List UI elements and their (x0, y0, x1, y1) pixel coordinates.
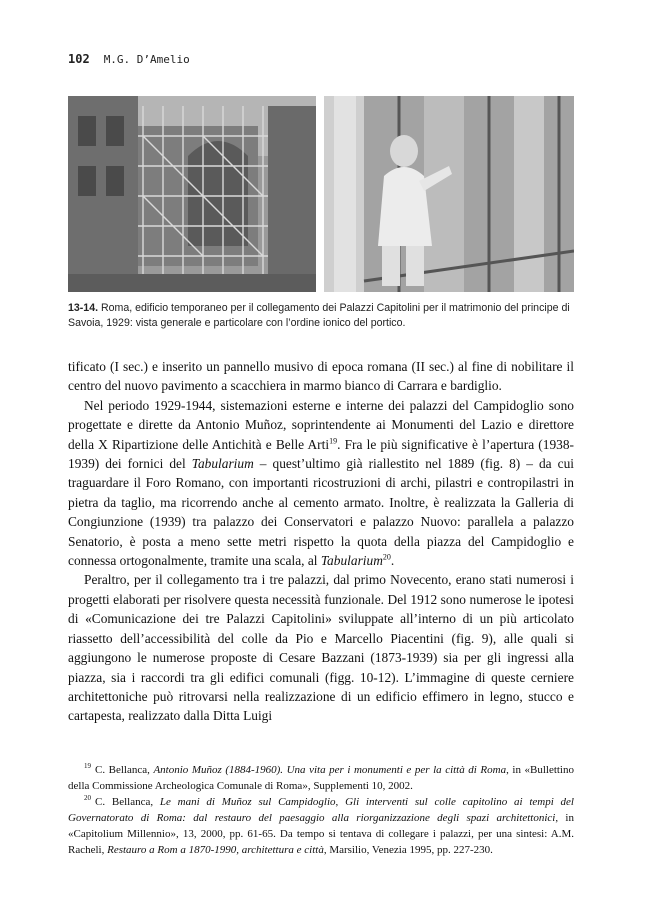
footnote-20-text-c: , in «Capitolium Millennio», 13, 2000, pp. 61-65. Da tempo si tentava di collegare i palazzi, per una sintesi: A.M. Racheli, (68, 812, 574, 856)
paragraph-2-text-a: Nel periodo 1929-1944, sistemazioni esterne e interne dei palazzi del Campidoglio sono progettate e dirette da Antonio Muñoz, soprintendente ai Monumenti del Lazio e direttore della X Ripartizione delle Antichità e Belle Arti (68, 397, 574, 452)
author-name: M.G. D’Amelio (103, 53, 190, 66)
figure-13-photo (68, 96, 316, 292)
footnote-20-text-d: , Marsilio, Venezia 1995, pp. 227-230. (323, 844, 493, 856)
footnote-20-title-2: Gli interventi sul colle capitolino ai tempi del Governatorato di Roma: dal restauro del paesaggio alla riorganizzazione degli spazi architettonici (68, 796, 574, 824)
body-text (68, 357, 574, 726)
paragraph-2-text-c: – quest’ultimo già riallestito nel 1889 (fig. 8) – da cui traguardare il Foro Romano, con importanti ricostruzioni di archi, pilastri e contropilastri in pietra da taglio, ma ricorrendo anche al cemento armato. Inoltre, è realizzata la Galleria di Congiunzione (1939) tra palazzo dei Conservatori e palazzo Nuovo: parallela a palazzo Senatorio, è posta a meno sette metri rispetto la quota della piazza del Campidoglio e connessa ortogonalmente, tramite una scala, al (68, 456, 574, 569)
photo-worker-ionic-column-icon (324, 96, 574, 292)
figure-14-photo (324, 96, 574, 292)
paragraph-2-text-d: . (390, 553, 395, 569)
paragraph-1: tificato (I sec.) e inserito un pannello musivo di epoca romana (II sec.) al fine di nobilitare il centro del nuovo pavimento a scacchiera in marmo bianco di Carrara e bardiglio. (68, 359, 574, 394)
footnote-20-title-3: Restauro a Rom a 1870-1990, architettura e città (107, 844, 324, 856)
photo-scaffolding-overview-icon (68, 96, 316, 292)
paragraph-2-italic-2: Tabularium (320, 553, 383, 569)
paragraph-2 (68, 396, 574, 571)
footnote-19-text-b: , in «Bullettino della Commissione Archeologica Comunale di Roma», Supplementi 10, 2002. (68, 764, 574, 792)
footnote-19-number: 19 (84, 762, 91, 771)
paragraph-2-text-b: . Fra le più significative è l’apertura (1938-1939) dei fornici del (68, 436, 574, 472)
paragraph-2-italic-1: Tabularium (191, 456, 254, 472)
footnote-ref-20[interactable]: 20 (382, 552, 391, 562)
caption-text: Roma, edificio temporaneo per il collegamento dei Palazzi Capitolini per il matrimonio del principe di Savoia, 1929: vista generale e particolare con l’ordine ionico del portico. (68, 302, 570, 329)
footnote-19-text-a: C. Bellanca, (95, 764, 154, 776)
running-head (68, 52, 190, 66)
footnote-19-title: Antonio Muñoz (1884-1960). Una vita per i monumenti e per la città di Roma (153, 764, 507, 776)
footnote-20-number: 20 (84, 794, 91, 803)
footnote-ref-19[interactable]: 19 (329, 436, 338, 446)
footnote-19 (68, 762, 574, 794)
caption-label: 13-14. (68, 302, 99, 314)
figure-caption (68, 301, 574, 331)
page-number: 102 (68, 52, 90, 66)
paragraph-3: Peraltro, per il collegamento tra i tre palazzi, dal primo Novecento, erano stati numerosi i progetti elaborati per risolvere questa necessità funzionale. Del 1912 sono numerose le ipotesi di «Comunicazione dei tre Palazzi Capitolini» sviluppate all’interno di un più articolato riassetto dell’accessibilità del colle da Pio e Marcello Piacentini (fig. 9), alle quali si aggiungono le numerose proposte di Cesare Bazzani (1873-1939) sia per gli ingressi alla piazza, sia i raccordi tra gli edifici comunali (figg. 10-12). L’immagine di queste cerniere architettoniche può ritrovarsi nella realizzazione di un edificio effimero in legno, stucco e cartapesta, realizzato dalla Ditta Luigi (68, 572, 574, 724)
footnote-20-text-a: C. Bellanca, (95, 796, 160, 808)
footnotes (68, 762, 574, 858)
footnote-20-title-1: Le mani di Muñoz sul Campidoglio (159, 796, 336, 808)
footnote-20 (68, 794, 574, 858)
footnote-20-text-b: , (335, 796, 346, 808)
